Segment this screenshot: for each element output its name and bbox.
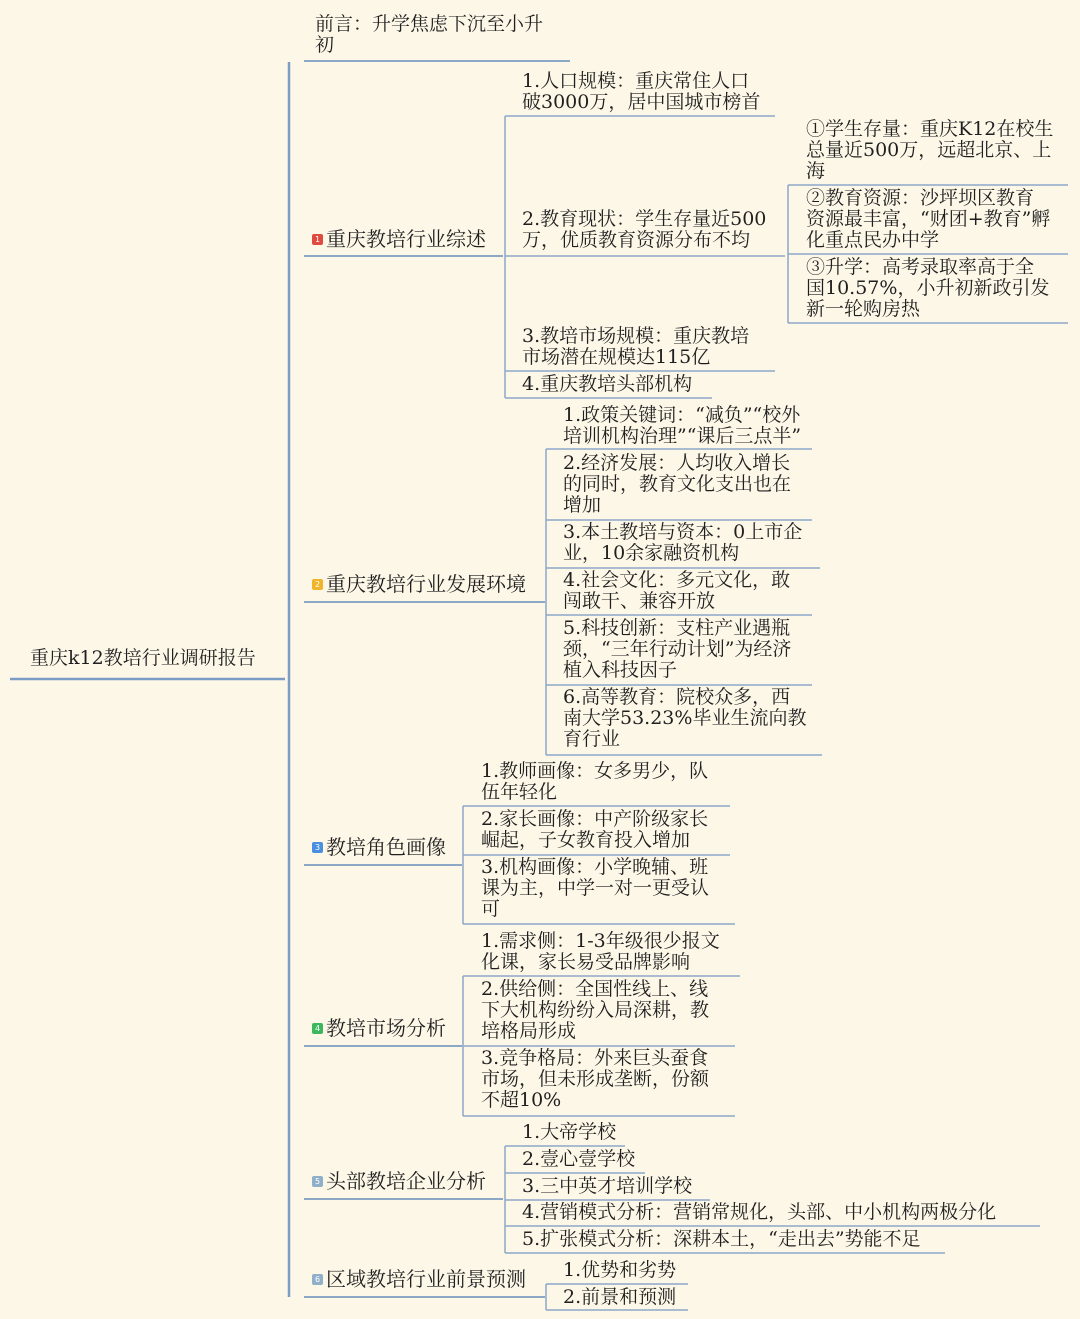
branch-1-item-2-sub-2[interactable]: ②教育资源：沙坪坝区教育 资源最丰富，“财团+教育”孵 化重点民办中学 [806, 187, 1051, 251]
branch-3-item-3[interactable]: 3.机构画像：小学晚辅、班 课为主，中学一对一更受认 可 [481, 856, 710, 920]
branch-5-item-5[interactable]: 5.扩张模式分析：深耕本土，“走出去”势能不足 [522, 1228, 921, 1250]
branch-6-label: 区域教培行业前景预测 [326, 1267, 526, 1291]
branch-1-item-2-sub-1[interactable]: ①学生存量：重庆K12在校生 总量近500万，远超北京、上 海 [806, 118, 1054, 182]
branch-6-item-2[interactable]: 2.前景和预测 [563, 1286, 677, 1308]
priority-5-icon: 5 [312, 1176, 323, 1187]
branch-3-roles[interactable] [312, 837, 446, 858]
branch-2-label: 重庆教培行业发展环境 [326, 572, 526, 596]
branch-1-item-3[interactable]: 3.教培市场规模：重庆教培 市场潜在规模达115亿 [522, 325, 750, 368]
branch-5-item-3[interactable]: 3.三中英才培训学校 [522, 1175, 693, 1197]
branch-2-item-3[interactable]: 3.本土教培与资本：0上市企 业，10余家融资机构 [563, 521, 803, 564]
priority-1-icon: 1 [312, 234, 323, 245]
root-topic[interactable]: 重庆k12教培行业调研报告 [30, 647, 256, 669]
preface-topic[interactable]: 前言：升学焦虑下沉至小升 初 [315, 13, 544, 56]
branch-6-item-1[interactable]: 1.优势和劣势 [563, 1259, 677, 1281]
priority-3-icon: 3 [312, 842, 323, 853]
branch-3-item-1[interactable]: 1.教师画像：女多男少，队 伍年轻化 [481, 760, 709, 803]
priority-2-icon: 2 [312, 579, 323, 590]
branch-2-item-6[interactable]: 6.高等教育：院校众多，西 南大学53.23%毕业生流向教 育行业 [563, 686, 807, 750]
branch-2-environment[interactable] [312, 574, 526, 595]
priority-6-icon: 6 [312, 1274, 323, 1285]
branch-5-item-4[interactable]: 4.营销模式分析：营销常规化，头部、中小机构两极分化 [522, 1201, 997, 1223]
branch-6-forecast[interactable] [312, 1269, 526, 1290]
branch-4-market[interactable] [312, 1018, 446, 1039]
branch-5-leaders[interactable] [312, 1171, 486, 1192]
priority-4-icon: 4 [312, 1023, 323, 1034]
branch-5-label: 头部教培企业分析 [326, 1169, 486, 1193]
branch-3-item-2[interactable]: 2.家长画像：中产阶级家长 崛起，子女教育投入增加 [481, 808, 709, 851]
branch-4-item-3[interactable]: 3.竞争格局：外来巨头蚕食 市场，但未形成垄断，份额 不超10% [481, 1047, 710, 1111]
branch-4-item-2[interactable]: 2.供给侧：全国性线上、线 下大机构纷纷入局深耕，教 培格局形成 [481, 978, 710, 1042]
branch-2-item-4[interactable]: 4.社会文化：多元文化，敢 闯敢干、兼容开放 [563, 569, 791, 612]
branch-1-item-4[interactable]: 4.重庆教培头部机构 [522, 373, 693, 395]
branch-1-item-2-sub-3[interactable]: ③升学：高考录取率高于全 国10.57%，小升初新政引发 新一轮购房热 [806, 256, 1050, 320]
branch-5-item-1[interactable]: 1.大帝学校 [522, 1121, 617, 1143]
branch-1-label: 重庆教培行业综述 [326, 227, 486, 251]
branch-1-item-2[interactable]: 2.教育现状：学生存量近500 万，优质教育资源分布不均 [522, 208, 767, 251]
branch-5-item-2[interactable]: 2.壹心壹学校 [522, 1148, 636, 1170]
branch-2-item-2[interactable]: 2.经济发展：人均收入增长 的同时，教育文化支出也在 增加 [563, 452, 792, 516]
branch-3-label: 教培角色画像 [326, 835, 446, 859]
branch-4-item-1[interactable]: 1.需求侧：1-3年级很少报文 化课，家长易受品牌影响 [481, 930, 720, 973]
branch-4-label: 教培市场分析 [326, 1016, 446, 1040]
branch-1-item-1[interactable]: 1.人口规模：重庆常住人口 破3000万，居中国城市榜首 [522, 70, 761, 113]
branch-2-item-5[interactable]: 5.科技创新：支柱产业遇瓶 颈，“三年行动计划”为经济 植入科技因子 [563, 617, 792, 681]
branch-2-item-1[interactable]: 1.政策关键词：“减负”“校外 培训机构治理”“课后三点半” [563, 404, 802, 447]
branch-1-overview[interactable] [312, 229, 486, 250]
